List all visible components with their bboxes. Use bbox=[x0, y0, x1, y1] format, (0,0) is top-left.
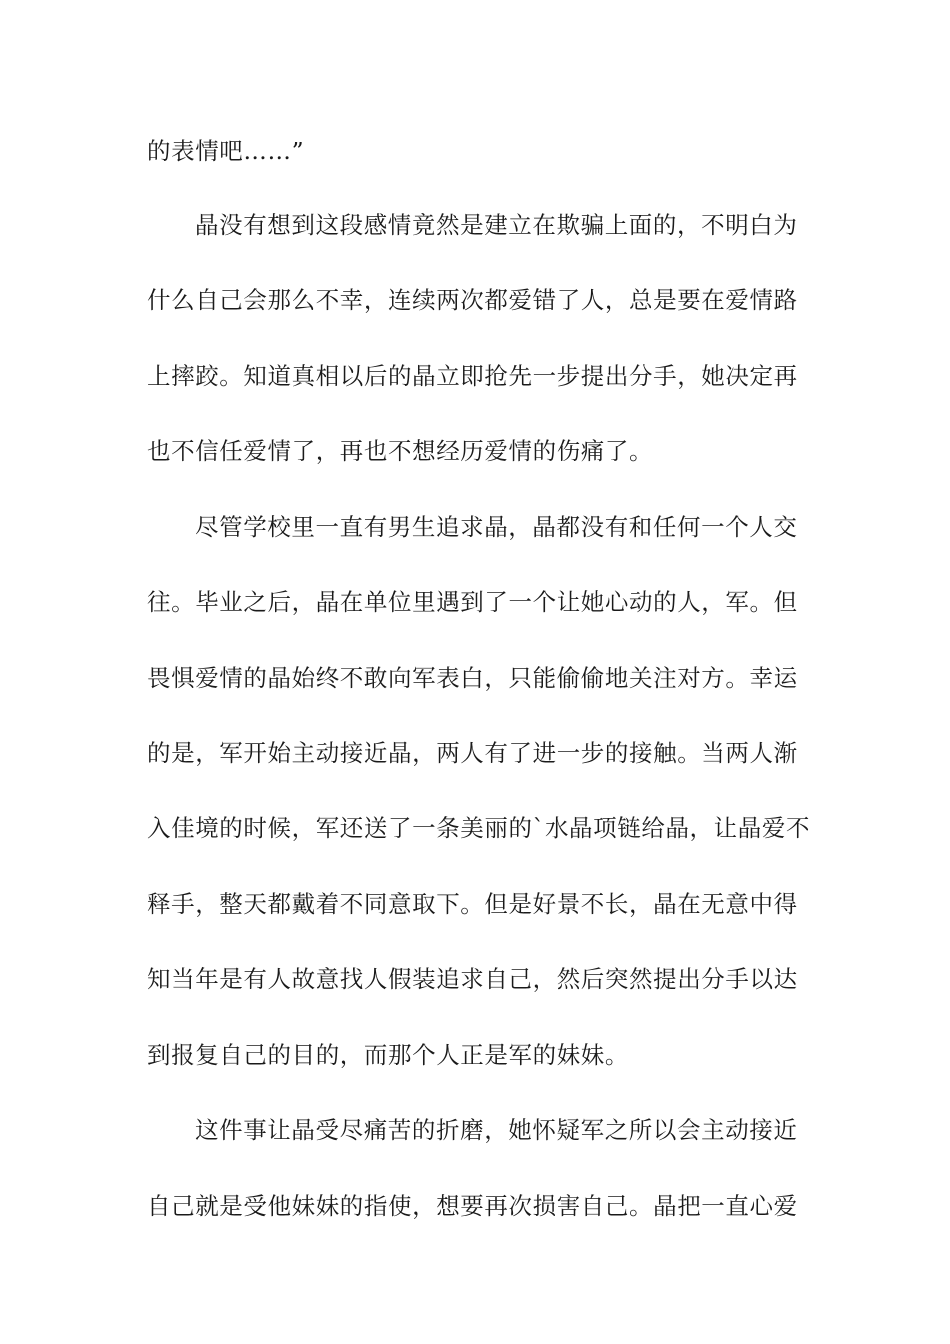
paragraph-line: 畏惧爱情的晶始终不敢向军表白，只能偷偷地关注对方。幸运 bbox=[147, 664, 798, 692]
paragraph-line: 尽管学校里一直有男生追求晶，晶都没有和任何一个人交 bbox=[195, 513, 798, 541]
paragraph-line: 这件事让晶受尽痛苦的折磨，她怀疑军之所以会主动接近 bbox=[195, 1116, 798, 1144]
paragraph-line: 到报复自己的目的，而那个人正是军的妹妹。 bbox=[147, 1041, 629, 1069]
paragraph-line: 知当年是有人故意找人假装追求自己，然后突然提出分手以达 bbox=[147, 965, 798, 993]
paragraph-line: 往。毕业之后，晶在单位里遇到了一个让她心动的人，军。但 bbox=[147, 588, 798, 616]
paragraph-line: 晶没有想到这段感情竟然是建立在欺骗上面的，不明白为 bbox=[195, 211, 798, 239]
paragraph-line: 自己就是受他妹妹的指使，想要再次损害自己。晶把一直心爱 bbox=[147, 1192, 798, 1220]
paragraph-line: 也不信任爱情了，再也不想经历爱情的伤痛了。 bbox=[147, 437, 654, 465]
paragraph-line: 释手，整天都戴着不同意取下。但是好景不长，晶在无意中得 bbox=[147, 890, 798, 918]
paragraph-line: 入佳境的时候，军还送了一条美丽的`水晶项链给晶，让晶爱不 bbox=[147, 814, 811, 842]
paragraph-line: 的表情吧……” bbox=[147, 137, 305, 165]
paragraph-line: 什么自己会那么不幸，连续两次都爱错了人，总是要在爱情路 bbox=[147, 286, 798, 314]
paragraph-line: 上摔跤。知道真相以后的晶立即抢先一步提出分手，她决定再 bbox=[147, 362, 798, 390]
paragraph-line: 的是，军开始主动接近晶，两人有了进一步的接触。当两人渐 bbox=[147, 739, 798, 767]
